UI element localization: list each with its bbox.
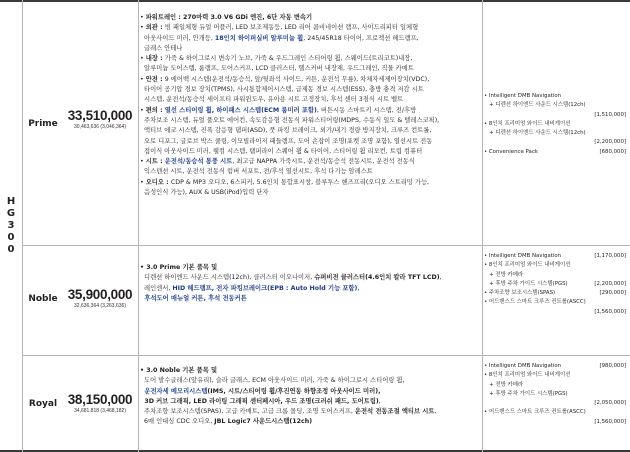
spec-text: 레인센서, <box>140 284 173 292</box>
spec-text: 익스텐션 시트, 운전석 전동식 럼버 서포트, 전/후석 열선시트, 후석 다기능 암레스트 <box>140 168 373 176</box>
model-name <box>0 2 22 450</box>
spec-line <box>140 167 481 177</box>
spec-text: , <box>439 274 442 282</box>
spec-line <box>140 126 481 136</box>
spec-text: 외관 : <box>145 24 165 32</box>
spec-text: , 버튼시동 스마트키 시스템, 전/후방 <box>316 106 417 114</box>
spec-line <box>140 23 481 33</box>
row-divider <box>22 355 630 356</box>
option-price: [2,200,000] <box>594 280 626 287</box>
spec-text: • <box>140 14 146 21</box>
spec-line <box>140 137 481 147</box>
trim-name-noble: Noble <box>28 294 58 304</box>
trim-specs-prime <box>140 13 481 198</box>
spec-line <box>140 273 481 283</box>
spec-line <box>140 284 481 294</box>
spec-text: 주차조향 보조시스템(SPAS), 고급 카매트, 고급 크롬 몰딩, 조명 도어스커프, <box>140 408 355 416</box>
option-label: • Convenience Pack <box>484 148 538 155</box>
price-value: 35,900,000 <box>67 287 133 302</box>
option-item <box>484 138 628 147</box>
spec-text: JBL Logic7 사운드시스템(12ch) <box>214 418 313 426</box>
spec-text: 3D 커브 그래픽, LED 라이팅 그래픽 센터페시아, 우드 조명(크러쉬 패드, 도어트림) <box>140 397 379 405</box>
spec-text: 운전석 전동조절 액티브 시트 <box>354 408 435 416</box>
option-label: • 어드밴스드 스마트 크루즈 컨트롤(ASCC) <box>484 409 586 416</box>
spec-text: 내장 : <box>145 55 165 63</box>
spec-line <box>140 64 481 74</box>
option-label: • 8인치 프리미엄 와이드 내비게이션 <box>484 120 571 127</box>
spec-line <box>140 147 481 157</box>
option-item <box>484 418 628 427</box>
price-value: 33,510,000 <box>67 108 133 123</box>
spec-line <box>140 44 481 54</box>
trim-price-prime <box>64 108 136 130</box>
option-item <box>484 271 628 280</box>
spec-text: 주차보조 시스템, 듀얼 풀오토 에어컨, 속도감응형 전동식 파워스티어링(MDPS, 수동식 일도 & 텔레스코픽), <box>140 116 440 124</box>
trim-price-royal <box>64 392 136 414</box>
spec-text: (IMS, 시트/스티어링 휠/후진연동 하향조정 아웃사이드 미러), <box>207 387 381 395</box>
option-label: + 디렌션 하이엔드 사운드 시스템(12ch) <box>484 102 586 109</box>
spec-text: 안전 : <box>145 75 165 83</box>
price-breakdown: 30,463,636 (3,046,364) <box>74 124 126 130</box>
option-price: [290,000] <box>599 290 626 297</box>
option-item <box>484 289 628 298</box>
option-price: [1,560,000] <box>594 308 626 315</box>
option-item <box>484 408 628 417</box>
model-name-char: 0 <box>7 244 15 255</box>
spec-text: • 3.0 Noble 기본 품목 및 <box>140 367 218 374</box>
option-label: + 후방 주차 가이드 시스템(PGS) <box>484 280 568 287</box>
option-item <box>484 390 628 399</box>
option-label: + 후방 주차 가이드 시스템(PGS) <box>484 390 568 397</box>
spec-text: • <box>140 158 146 166</box>
spec-line <box>140 178 481 188</box>
option-item <box>484 381 628 390</box>
option-price: [2,200,000] <box>594 139 626 146</box>
spec-text: 후석도어 매뉴얼 커튼, 후석 전동커튼 <box>140 294 247 302</box>
spec-line <box>140 116 481 126</box>
spec-text: 6매 인대싱 CDC 오디오, <box>140 418 215 426</box>
spec-text: 액티브 에코 시스템, 진폭 감응형 댐퍼(ASD), 풋 파킹 브레이크, 외기/내기 경량 방지장치, 크루즈 컨트롤, <box>140 127 432 135</box>
spec-text: 음성인식 가능), AUX & USB(iPod)입력 단자 <box>140 189 269 197</box>
option-item <box>484 111 628 120</box>
option-label: + 전방 카메라 <box>484 381 524 388</box>
spec-line <box>140 188 481 198</box>
spec-line <box>140 387 481 397</box>
option-label: + 전방 카메라 <box>484 271 524 278</box>
option-item <box>484 252 628 261</box>
model-name-char: 0 <box>7 232 15 243</box>
spec-line <box>140 407 481 417</box>
spec-text: 운전석/동승석 통풍 시트 <box>164 158 233 166</box>
spec-text: 파워트레인 : 270마력 3.0 V6 GDi 엔진, 6단 자동 변속기 <box>145 14 313 21</box>
trim-options-royal <box>484 362 628 427</box>
spec-text: • <box>140 24 146 32</box>
spec-text: , 245/45R18 타이어, 프로젝션 헤드램프, <box>303 34 419 42</box>
option-label: • Intelligent DMB Navigation <box>484 253 562 259</box>
model-name-char: 3 <box>7 220 15 231</box>
spec-text: 빔 패일체형 듀얼 머플러, LED 보조제동등, LED 리어 콤비네이션 램프, 사이드리피터 일체형 <box>164 24 419 32</box>
option-item <box>484 362 628 371</box>
option-item <box>484 399 628 408</box>
spec-text: 편의 : <box>145 106 165 114</box>
trim-name-royal: Royal <box>28 399 58 409</box>
option-label: • Intelligent DMB Navigation <box>484 93 562 99</box>
spec-text: , <box>357 284 360 292</box>
spec-text: 9 에어백 시스템(운전석/동승석, 앞/뒷좌석 사이드, 커튼, 운전석 무릎), 차체자세제어장치(VDC), <box>164 75 430 83</box>
option-item <box>484 371 628 380</box>
option-price: [1,510,000] <box>594 111 626 118</box>
spec-text: , 최고급 NAPPA 가죽시트, 운전석/동승석 전동시트, 운전석 전동식 <box>232 158 415 166</box>
price-breakdown: 34,681,818 (3,468,182) <box>74 408 126 414</box>
option-label: • 8인치 프리미엄 와이드 내비게이션 <box>484 372 571 379</box>
column-divider <box>22 0 23 452</box>
table-top-border <box>0 0 630 2</box>
spec-text: 가죽 & 하이그로시 변속기 노브, 가죽 & 우드그레인 스티어링 휠, 스웨이드(트리코트)내장, <box>164 55 413 63</box>
spec-text: • <box>140 75 146 83</box>
spec-line <box>140 263 481 273</box>
option-label: • 어드밴스드 스마트 크루즈 컨트롤(ASCC) <box>484 299 586 306</box>
price-breakdown: 32,636,364 (3,263,636) <box>74 303 126 309</box>
spec-text: 오디오 : <box>145 178 171 186</box>
option-item <box>484 261 628 270</box>
spec-text: , <box>378 397 381 405</box>
spec-line <box>140 376 481 386</box>
spec-text: 도어 발수글래스(앞유리), 슬라 글래스, ECM 아웃사이드 미러, 가죽 & 하이그로시 스티어링 휠, <box>140 377 405 385</box>
spec-line <box>140 157 481 167</box>
model-name-char: G <box>6 208 16 219</box>
spec-text: • <box>140 178 146 186</box>
spec-line <box>140 34 481 44</box>
option-price: [680,000] <box>599 148 626 155</box>
spec-text: 슈퍼비전 클러스터(4.6인치 칼라 TFT LCD) <box>314 274 440 282</box>
option-item <box>484 120 628 129</box>
spec-text: 타이어 공기압 경보 장치(TPMS), 사시통합제어시스템, 급제동 경보 시스템(ESS), 충방 충격 저감 시트 <box>140 86 424 94</box>
spec-line <box>140 85 481 95</box>
price-value: 38,150,000 <box>67 392 133 407</box>
spec-text: • <box>140 106 146 114</box>
option-price: [1,170,000] <box>594 253 626 259</box>
spec-line <box>140 366 481 376</box>
option-price: [980,000] <box>599 363 626 369</box>
spec-text: • <box>140 55 146 63</box>
option-label: + 디렌션 하이엔드 사운드 시스템(12ch) <box>484 130 586 137</box>
spec-text: 접이식 아웃사이드 미러, 웰컴 시스템, 탬퍼라이 스퀘어 휠 & 타이어, 스티어링 휠 리모컨, 트립 컴퓨터 <box>140 147 423 155</box>
spec-text: CDP & MP3 오디오, 6스피커, 5.6인치 통합표시창, 블루투스 핸즈프리(오디오 스트리밍 가능, <box>170 178 430 186</box>
spec-text: 알루미늄 도어스텝, 룸램프, 도어스커프, LCD 클러스터, 헬스커버 내장재, 우드그레인, 직물 카매트 <box>140 65 414 73</box>
option-item <box>484 148 628 157</box>
option-item <box>484 129 628 138</box>
spec-line <box>140 95 481 105</box>
spec-line <box>140 397 481 407</box>
spec-text: , <box>434 408 437 416</box>
option-item <box>484 92 628 101</box>
spec-text: 열선 스티어링 휠, 하이패스 시스템(ECM 룸미러 포함) <box>164 106 317 114</box>
column-divider <box>482 0 483 452</box>
trim-price-noble <box>64 287 136 309</box>
option-label: • 주차조향 보조시스템(SPAS) <box>484 290 556 297</box>
trim-specs-noble <box>140 263 481 304</box>
option-item <box>484 101 628 110</box>
spec-line <box>140 75 481 85</box>
option-label: • 8인치 프리미엄 와이드 내비게이션 <box>484 262 571 269</box>
trim-options-prime <box>484 92 628 157</box>
option-price: [2,050,000] <box>594 400 626 407</box>
trim-options-noble <box>484 252 628 317</box>
spec-line <box>140 106 481 116</box>
spec-text: 시트 : <box>145 158 165 166</box>
column-divider <box>138 0 139 452</box>
model-name-char: H <box>6 196 16 207</box>
option-item <box>484 308 628 317</box>
spec-text: 18인치 하이퍼실버 알루미늄 휠 <box>214 34 304 42</box>
option-item <box>484 298 628 307</box>
option-label: • Intelligent DMB Navigation <box>484 363 562 369</box>
spec-text: 아웃사이드 미러, 안개등, <box>140 34 215 42</box>
spec-line <box>140 13 481 23</box>
spec-line <box>140 54 481 64</box>
spec-line <box>140 294 481 304</box>
trim-name-prime: Prime <box>28 119 58 129</box>
spec-text: 글래스 안테나 <box>140 44 183 52</box>
option-item <box>484 280 628 289</box>
spec-text: 운전자세 메모리시스템 <box>140 387 208 395</box>
spec-text: 디렌션 하이엔드 사운드 시스템(12ch), 클러스터 이오나이저, <box>140 274 315 282</box>
spec-text: • 3.0 Prime 기본 품목 및 <box>140 264 218 271</box>
spec-text: HID 헤드램프, 전자 파킹브레이크(EPB : Auto Hold 기능 포함) <box>172 284 358 292</box>
row-divider <box>22 245 630 246</box>
spec-text: 오토 디포그, 글로브 박스 쿨링, 이모빌라이저 패들램프, 도어 손잡이 조명(포켓 조명 포함), 열선시트 전동 <box>140 137 433 145</box>
spec-text: 시스템, 운전석/동승석 세이프티 파워윈도우, 유아용 시트 고정장치, 후석 센터 3점식 시트 벨트 <box>140 96 404 104</box>
option-price: [1,560,000] <box>594 418 626 425</box>
trim-specs-royal <box>140 366 481 428</box>
spec-line <box>140 417 481 427</box>
